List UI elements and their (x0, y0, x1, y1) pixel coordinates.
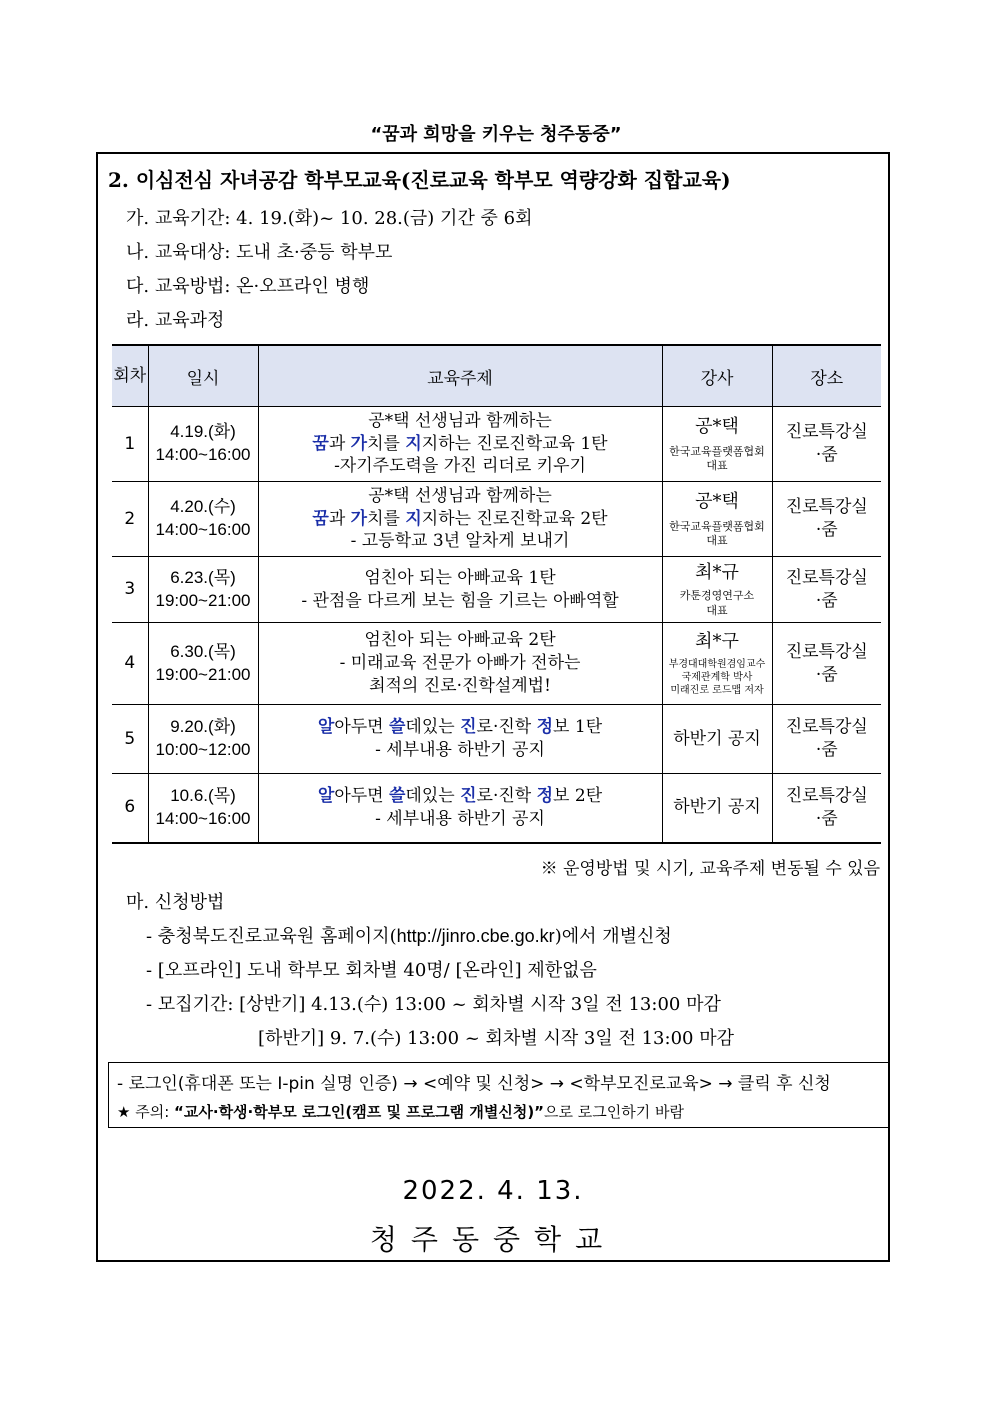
session-lecturer: 최*규 카툰경영연구소 대표 (662, 557, 772, 623)
jinro-website-link[interactable]: http://jinro.cbe.go.kr (396, 926, 555, 946)
apply-line-period-second: [하반기] 9. 7.(수) 13:00 ~ 회차별 시작 3일 전 13:00 마감 (258, 1028, 734, 1049)
table-row (112, 705, 881, 774)
document-frame (96, 152, 890, 1262)
session-place: 진로특강실 ·줌 (772, 623, 881, 705)
login-caution: ★ 주의: “교사·학생·학부모 로그인(캠프 및 프로그램 개별신청)”으로 로그인하기 바람 (117, 1103, 684, 1121)
schedule-table (112, 344, 881, 844)
table-row (112, 407, 881, 482)
session-date: 6.30.(목) 19:00~21:00 (148, 623, 258, 705)
session-date: 4.20.(수) 14:00~16:00 (148, 482, 258, 557)
education-course: 라. 교육과정 (126, 310, 225, 331)
section-title: 2. 이심전심 자녀공감 학부모교육(진로교육 학부모 역량강화 집합교육) (108, 168, 731, 192)
change-notice: ※ 운영방법 및 시기, 교육주제 변동될 수 있음 (540, 859, 880, 879)
table-row (112, 557, 881, 623)
apply-line-capacity: - [오프라인] 도내 학부모 회차별 40명/ [온라인] 제한없음 (146, 960, 597, 981)
session-date: 10.6.(목) 14:00~16:00 (148, 774, 258, 843)
session-date: 9.20.(화) 10:00~12:00 (148, 705, 258, 774)
session-lecturer: 하반기 공지 (662, 774, 772, 843)
table-row (112, 774, 881, 843)
session-number: 2 (112, 482, 148, 557)
table-header-row (112, 345, 881, 407)
session-lecturer: 하반기 공지 (662, 705, 772, 774)
header-date: 일시 (148, 345, 258, 407)
apply-title: 마. 신청방법 (126, 892, 225, 913)
education-period: 가. 교육기간: 4. 19.(화)~ 10. 28.(금) 기간 중 6회 (126, 208, 533, 229)
session-topic: 엄친아 되는 아빠교육 1탄 - 관점을 다르게 보는 힘을 기르는 아빠역할 (258, 557, 662, 623)
session-number: 5 (112, 705, 148, 774)
header-lecturer: 강사 (662, 345, 772, 407)
session-number: 4 (112, 623, 148, 705)
session-place: 진로특강실 ·줌 (772, 774, 881, 843)
table-row (112, 482, 881, 557)
session-place: 진로특강실 ·줌 (772, 557, 881, 623)
session-topic: 공*택 선생님과 함께하는 꿈과 가치를 지지하는 진로진학교육 2탄 - 고등학교 3년 알차게 보내기 (258, 482, 662, 557)
session-place: 진로특강실 ·줌 (772, 407, 881, 482)
education-target: 나. 교육대상: 도내 초·중등 학부모 (126, 242, 393, 263)
session-number: 3 (112, 557, 148, 623)
education-method: 다. 교육방법: 온·오프라인 병행 (126, 276, 370, 297)
school-name: 청주동중학교 (369, 1223, 617, 1256)
session-date: 4.19.(화) 14:00~16:00 (148, 407, 258, 482)
table-row (112, 623, 881, 705)
issue-date: 2022. 4. 13. (402, 1176, 584, 1206)
session-place: 진로특강실 ·줌 (772, 705, 881, 774)
session-number: 1 (112, 407, 148, 482)
session-topic: 엄친아 되는 아빠교육 2탄 - 미래교육 전문가 아빠가 전하는 최적의 진로·진학설계법! (258, 623, 662, 705)
session-number: 6 (112, 774, 148, 843)
session-lecturer: 공*택 한국교육플랫폼협회 대표 (662, 482, 772, 557)
session-topic: 알아두면 쓸데있는 진로·진학 정보 2탄 - 세부내용 하반기 공지 (258, 774, 662, 843)
session-place: 진로특강실 ·줌 (772, 482, 881, 557)
header-session: 회차 (112, 345, 148, 407)
session-lecturer: 최*구 부경대대학원겸임교수 국제관계학 박사 미래진로 로드맵 저자 (662, 623, 772, 705)
slogan: “꿈과 희망을 키우는 청주동중” (370, 124, 622, 145)
session-topic: 공*택 선생님과 함께하는 꿈과 가치를 지지하는 진로진학교육 1탄 -자기주도력을 가진 리더로 키우기 (258, 407, 662, 482)
header-topic: 교육주제 (258, 345, 662, 407)
header-place: 장소 (772, 345, 881, 407)
apply-line-website: - 충청북도진로교육원 홈페이지(http://jinro.cbe.go.kr)에서 개별신청 (146, 926, 672, 947)
apply-line-period-first: - 모집기간: [상반기] 4.13.(수) 13:00 ~ 회차별 시작 3일 전 13:00 마감 (146, 994, 721, 1015)
login-steps: - 로그인(휴대폰 또는 I-pin 실명 인증) → <예약 및 신청> → <학부모진로교육> → 클릭 후 신청 (117, 1074, 831, 1094)
session-date: 6.23.(목) 19:00~21:00 (148, 557, 258, 623)
login-instruction-box (108, 1062, 890, 1128)
session-lecturer: 공*택 한국교육플랫폼협회 대표 (662, 407, 772, 482)
session-topic: 알아두면 쓸데있는 진로·진학 정보 1탄 - 세부내용 하반기 공지 (258, 705, 662, 774)
